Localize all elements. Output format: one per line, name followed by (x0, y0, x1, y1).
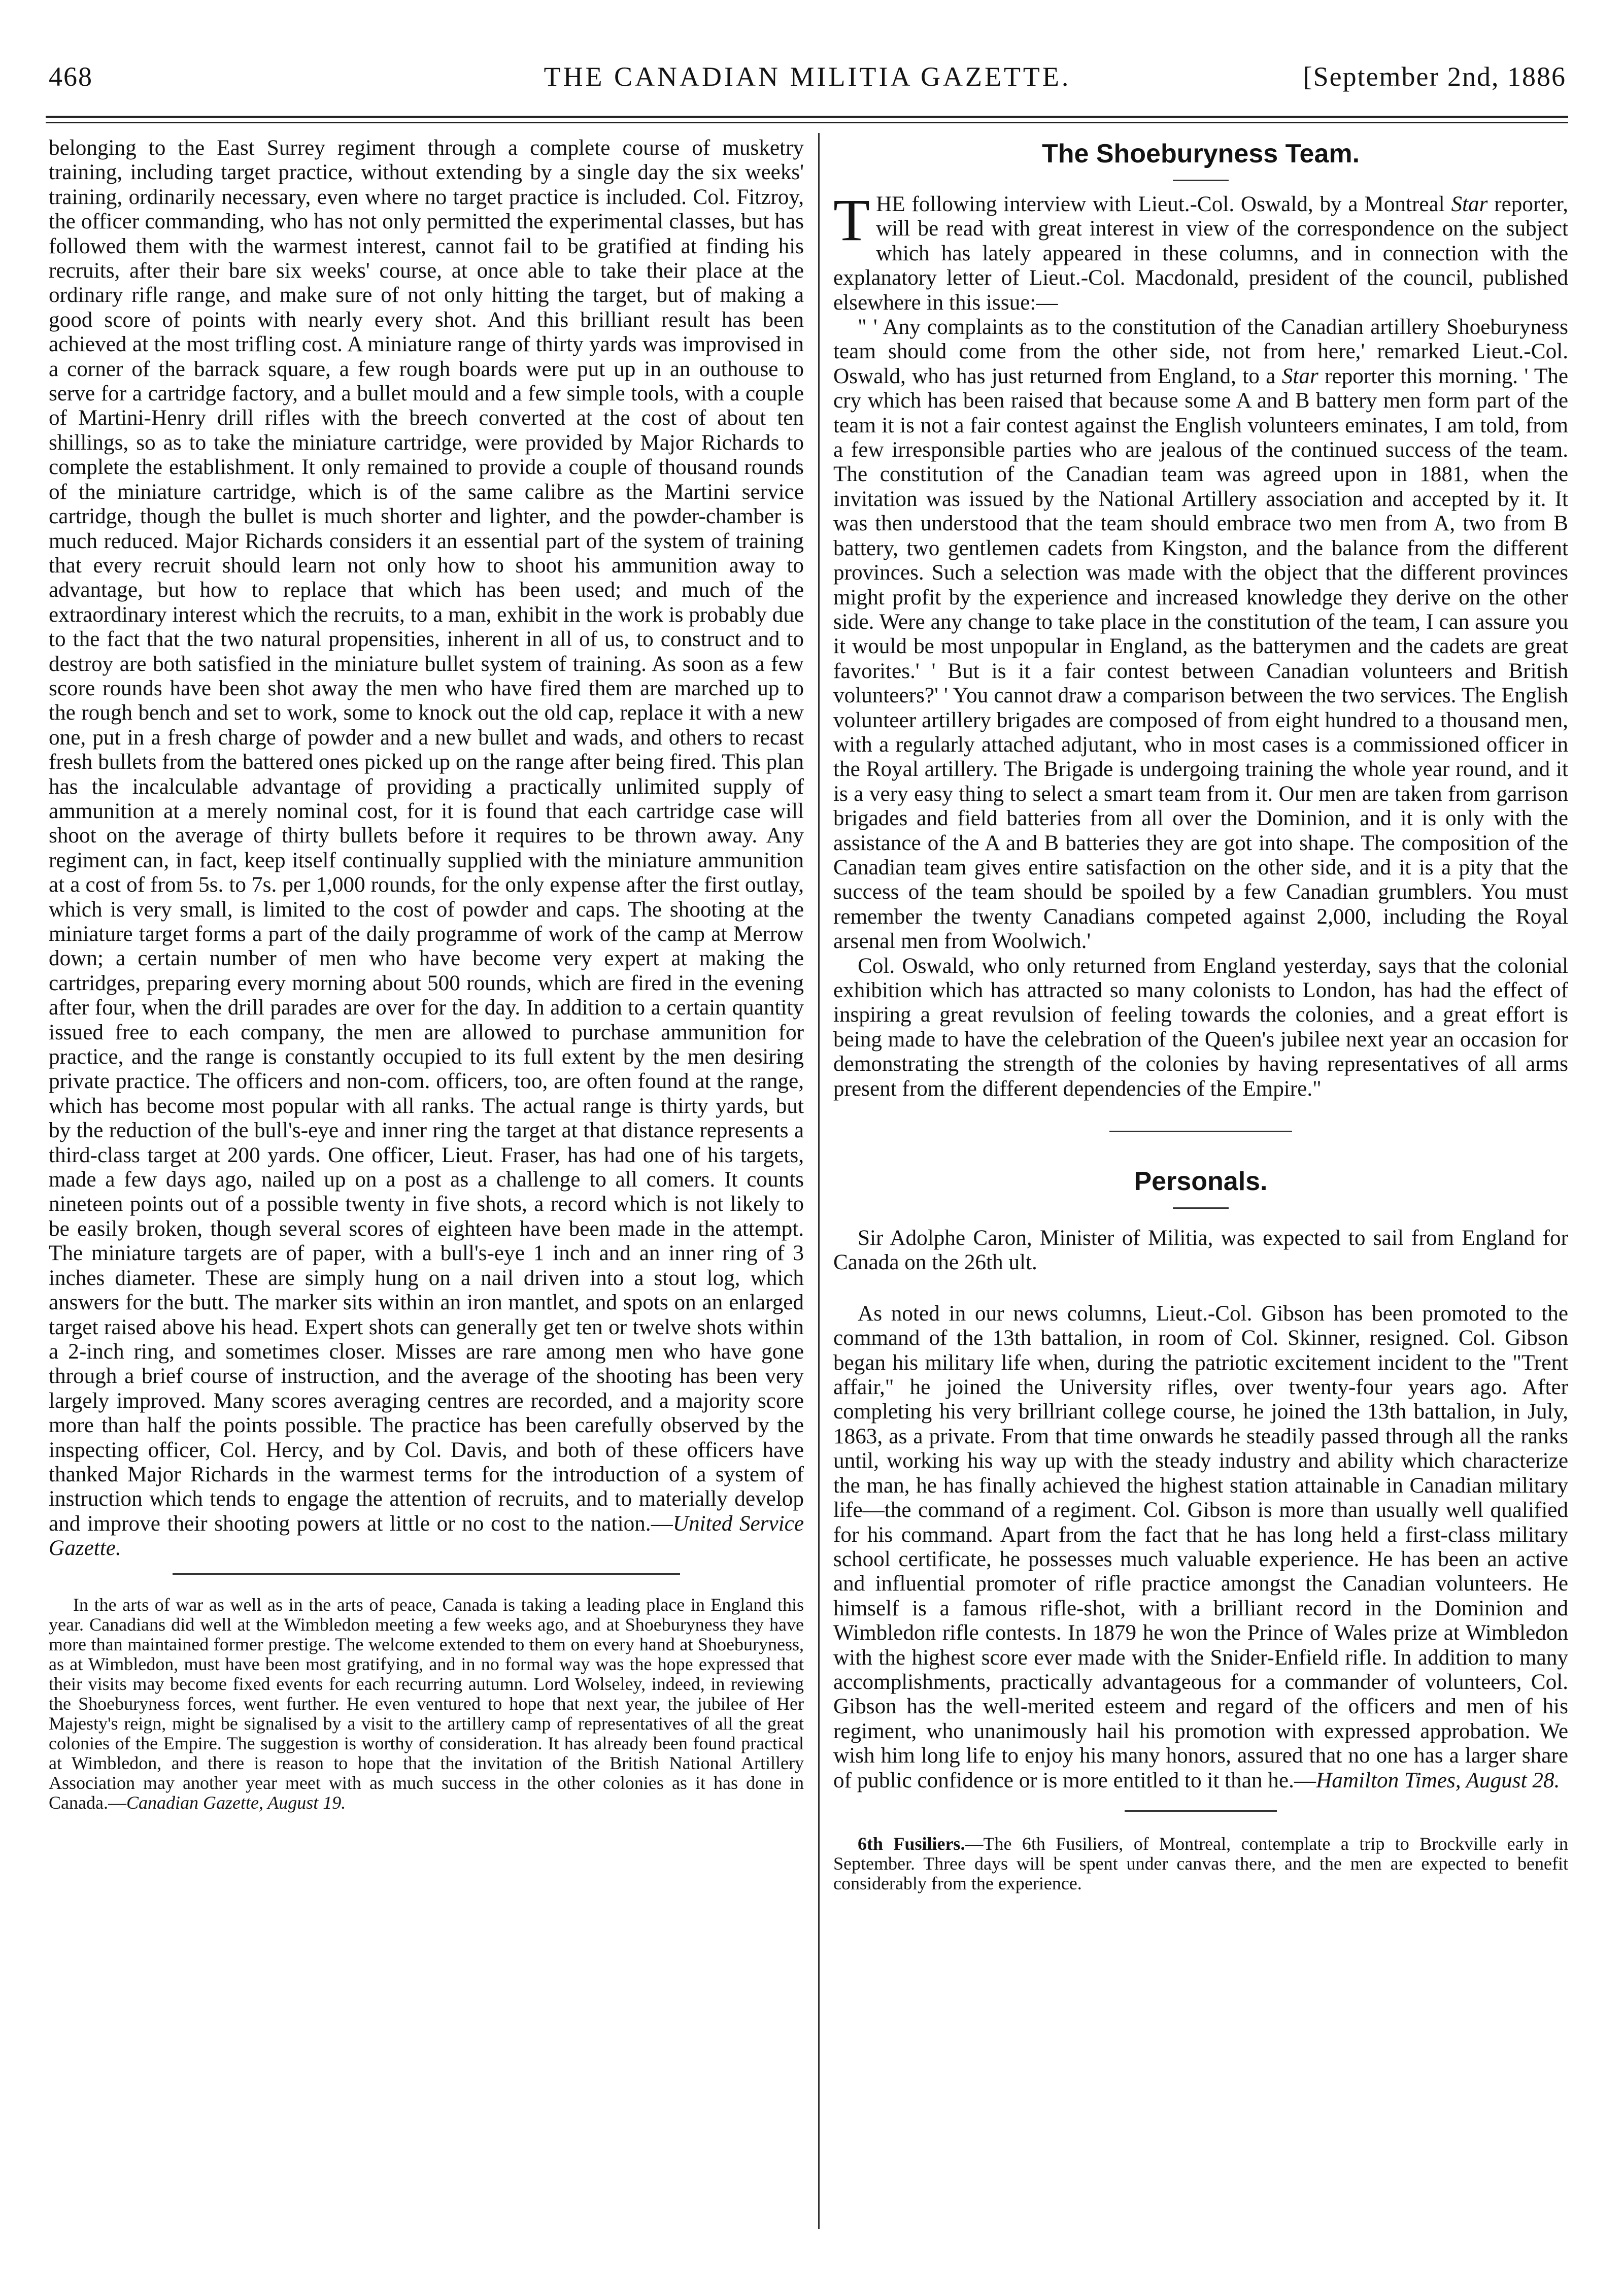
publication-title: THE CANADIAN MILITIA GAZETTE. (544, 61, 1071, 92)
section-separator (1109, 1131, 1292, 1132)
wimbledon-note-source: Canadian Gazette, August 19. (126, 1792, 346, 1813)
interview-text-b: reporter this morning. ' The cry which has been raised that because some A and B battery men form part of the team it is not a fair contest against the English volunteers eminates, I am told, from a few irresponsible parties who are jealous of the continued success of the team. The constitution of the Canadian team was agreed upon in 1881, when the invitation was issued by the National Artillery association and accepted by it. It was then understood that the team should embrace two men from A, two from B battery, two gentlemen cadets from Kingston, and the balance from the different provinces. Such a selection was made with the object that the different provinces might profit by the experience and increased knowledge they derive on the other side. Were any change to take place in the constitution of the team, I can assure you it would be most unpopular in England, as the batterymen and the cadets are great favorites.' ' But is it a fair contest between Canadian volunteers and British volunteers?' ' You cannot draw a comparison between the two services. The English volunteer artillery brigades are composed of from eight hundred to a thousand men, with a regularly attached adjutant, who in most cases is a commissioned officer in the Royal artillery. The Brigade is undergoing training the whole year round, and it is a very easy thing to select a smart team from it. Our men are taken from garrison brigades and field batteries from all over the Dominion, and it is only with the assistance of the A and B batteries they are got into shape. The composition of the Canadian team gives entire satisfaction on the other side, and it is a pity that the success of the team should be spoiled by a few Canadian grumblers. You must remember the twenty Canadians competed against 2,000, including the Royal arsenal men from Woolwich.' (833, 364, 1568, 954)
personals-title-rule (1173, 1207, 1229, 1209)
intro-text-b: reporter, will be read with great interest in view of the correspondence on the subject which has lately appeared in these columns, and in connection with the explanatory letter of Lieut.-Col. Macdonald, president of the council, published elsewhere in this issue:— (833, 192, 1568, 315)
musketry-article-text: belonging to the East Surrey regiment through a complete course of musketry training, including target practice, without extending by a single day the six weeks' training, ordinarily necessary, even where no target practice is included. Col. Fitzroy, the officer commanding, who has not only permitted the experimental classes, but has followed them with the warmest interest, cannot fail to be gratified at finding his recruits, after their bare six weeks' course, at once able to take their place at the ordinary rifle range, and make sure of not only hitting the target, but of making a good score of points with nearly every shot. And this brilliant result has been achieved at the most trifling cost. A miniature range of thirty yards was improvised in a corner of the barrack square, a few rough boards were put up in an outhouse to serve for a cartridge factory, and a bullet mould and a few simple tools, with a couple of Martini-Henry drill rifles with the breech converted at the cost of about ten shillings, so as to take the miniature cartridge, were provided by Major Richards to complete the establishment. It only remained to provide a couple of thousand rounds of the miniature cartridge, which is of the same calibre as the Martini service cartridge, though the bullet is much shorter and lighter, and the powder-chamber is much reduced. Major Richards considers it an essential part of the system of training that every recruit should learn not only how to shoot his ammunition away to advantage, but how to replace that which has been used; and much of the extraordinary interest which the recruits, to a man, exhibit in the work is probably due to the fact that the two natural propensities, inherent in all of us, to construct and to destroy are both satisfied in the miniature bullet system of training. As soon as a few score rounds have been shot away the men who have fired them are marched up to the rough bench and set to work, some to knock out the old cap, replace it with a new one, put in a fresh charge of powder and a new bullet and wads, and others to recast fresh bullets from the battered ones picked up on the range after being fired. This plan has the incalculable advantage of providing a practically unlimited supply of ammunition at a merely nominal cost, for it is found that each cartridge case will shoot on the average of thirty bullets before it requires to be thrown away. Any regiment can, in fact, keep itself continually supplied with the miniature ammunition at a cost of from 5s. to 7s. per 1,000 rounds, for the only expense after the first outlay, which is very small, is limited to the cost of powder and caps. The shooting at the miniature target forms a part of the daily programme of work of the camp at Merrow down; a certain number of men who have become very expert at making the cartridges, preparing every morning about 500 rounds, which are fired in the evening after four, when the drill parades are over for the day. In addition to a certain quantity issued free to each company, the men are allowed to purchase ammunition for practice, and the range is constantly occupied to its full extent by the men desiring private practice. The officers and non-com. officers, too, are often found at the range, which has become most popular with all ranks. The actual range is thirty yards, but by the reduction of the bull's-eye and inner ring the target at that distance represents a third-class target at 200 yards. One officer, Lieut. Fraser, has had one of his targets, made a few days ago, nailed up on a post as a challenge to all comers. It counts nineteen points out of a possible twenty in five shots, a record which is not likely to be easily broken, though several scores of eighteen have been made in the attempt. The miniature targets are of paper, with a bull's-eye 1 inch and an inner ring of 3 inches diameter. These are simply hung on a nail driven into a stout log, which answers for the butt. The marker sits within an iron mantlet, and spots on an enlarged target raised above his head. Expert shots can generally get ten or twelve shots within a 2-inch ring, and sometimes closer. Misses are rare among men who have gone through a brief course of instruction, and the average of the shooting has been very largely improved. Many scores averaging centres are recorded, and a majority score more than half the points possible. The practice has been carefully observed by the inspecting officer, Col. Hercy, and by Col. Davis, and both of these officers have thanked Major Richards in the warmest terms for the introduction of a system of instruction which tends to engage the attention of recruits, and to materially develop and improve their shooting powers at little or no cost to the nation.— (49, 136, 804, 1536)
shoeburyness-intro (833, 187, 1568, 315)
header-rule-bottom (46, 122, 1568, 123)
wimbledon-note (49, 1595, 804, 1813)
musketry-article (49, 136, 804, 1561)
shoeburyness-title: The Shoeburyness Team. (1041, 139, 1360, 168)
right-column (833, 136, 1568, 1893)
fusiliers-text: —The 6th Fusiliers, of Montreal, contemplate a trip to Brockville early in September. Three days will be spent under canvas there, and the men are expected to benefit considerably from the experience. (833, 1833, 1568, 1893)
title-rule (1173, 180, 1229, 181)
paragraph-gap (833, 1275, 1568, 1302)
drop-cap: T (833, 187, 870, 253)
gibson-item-source: Hamilton Times, August 28. (1316, 1768, 1560, 1792)
intro-text-a: HE following interview with Lieut.-Col. Oswald, by a Montreal (876, 192, 1451, 216)
oswald-closing: Col. Oswald, who only returned from England yesterday, says that the colonial exhibition which has attracted so many colonists to London, has had the effect of inspiring a great revulsion of feeling towards the colonies, and a great effort is being made to have the celebration of the Queen's jubilee next year an occasion for demonstrating the strength of the colonies by having representatives of all arms present from the different dependencies of the Empire." (833, 954, 1568, 1101)
gibson-item (833, 1302, 1568, 1793)
star-newspaper-name: Star (1451, 192, 1488, 216)
interview-text-a: " ' Any complaints as to the constitution of the Canadian artillery Shoeburyness team should come from the other side, not from here,' remarked Lieut.-Col. Oswald, who has just returned from England, to a (833, 315, 1568, 388)
divider-rule (173, 1573, 680, 1575)
fusiliers-item (833, 1834, 1568, 1893)
running-head (49, 61, 1566, 107)
page-number: 468 (49, 61, 93, 92)
column-divider (818, 133, 820, 2229)
left-column (49, 136, 804, 1813)
divider-rule-2 (1125, 1810, 1277, 1812)
fusiliers-lead: 6th Fusiliers. (858, 1833, 965, 1854)
musketry-article-source: United Service Gazette. (49, 1511, 804, 1561)
oswald-interview (833, 315, 1568, 954)
issue-date: [September 2nd, 1886 (1303, 61, 1566, 92)
header-rule-top (46, 116, 1568, 118)
caron-item: Sir Adolphe Caron, Minister of Militia, was expected to sail from England for Canada on the 26th ult. (833, 1226, 1568, 1275)
personals-title: Personals. (1134, 1167, 1268, 1197)
gibson-item-text: As noted in our news columns, Lieut.-Col. Gibson has been promoted to the command of the 13th battalion, in room of Col. Skinner, resigned. Col. Gibson began his military life when, during the patriotic excitement incident to the "Trent affair," he joined the University rifles, over twenty-four years ago. After completing his very brillriant college course, he joined the 13th battalion, in July, 1863, as a private. From that time onwards he steadily passed through all the ranks until, working his way up with the steady industry and ability which characterize the man, he has finally achieved the highest station attainable in Canadian military life—the command of a regiment. Col. Gibson is more than usually well qualified for his command. Apart from the fact that he has long held a first-class military school certificate, he possesses much valuable experience. He has been an active and influential promoter of rifle practice amongst the Canadian volunteers. He himself is a famous rifle-shot, with a brilliant record in the Dominion and Wimbledon rifle contests. In 1879 he won the Prince of Wales prize at Wimbledon with the highest score ever made with the Snider-Enfield rifle. In addition to many accomplishments, practically advantageous for a commander of volunteers, Col. Gibson has the well-merited esteem and regard of the officers and men of his regiment, who unanimously hail his promotion with expressed approbation. We wish him long life to enjoy his many honors, assured that no one has a larger share of public confidence or is more entitled to it than he.— (833, 1301, 1568, 1792)
star-newspaper-name-2: Star (1281, 364, 1318, 388)
wimbledon-note-text: In the arts of war as well as in the arts of peace, Canada is taking a leading place in England this year. Canadians did well at the Wimbledon meeting a few weeks ago, and at Shoeburyness they have more than maintained former prestige. The welcome extended to them on every hand at Shoeburyness, as at Wimbledon, must have been most gratifying, and in no formal way was the hope expressed that their visits may become fixed events for each recurring autumn. Lord Wolseley, indeed, in reviewing the Shoeburyness forces, went further. He even ventured to hope that next year, the jubilee of Her Majesty's reign, might be signalised by a visit to the artillery camp of representatives of all the great colonies of the Empire. The suggestion is worthy of consideration. It has already been found practical at Wimbledon, and there is reason to hope that the invitation of the British National Artillery Association may another year meet with as much success in the other colonies as it has done in Canada.— (49, 1594, 804, 1813)
